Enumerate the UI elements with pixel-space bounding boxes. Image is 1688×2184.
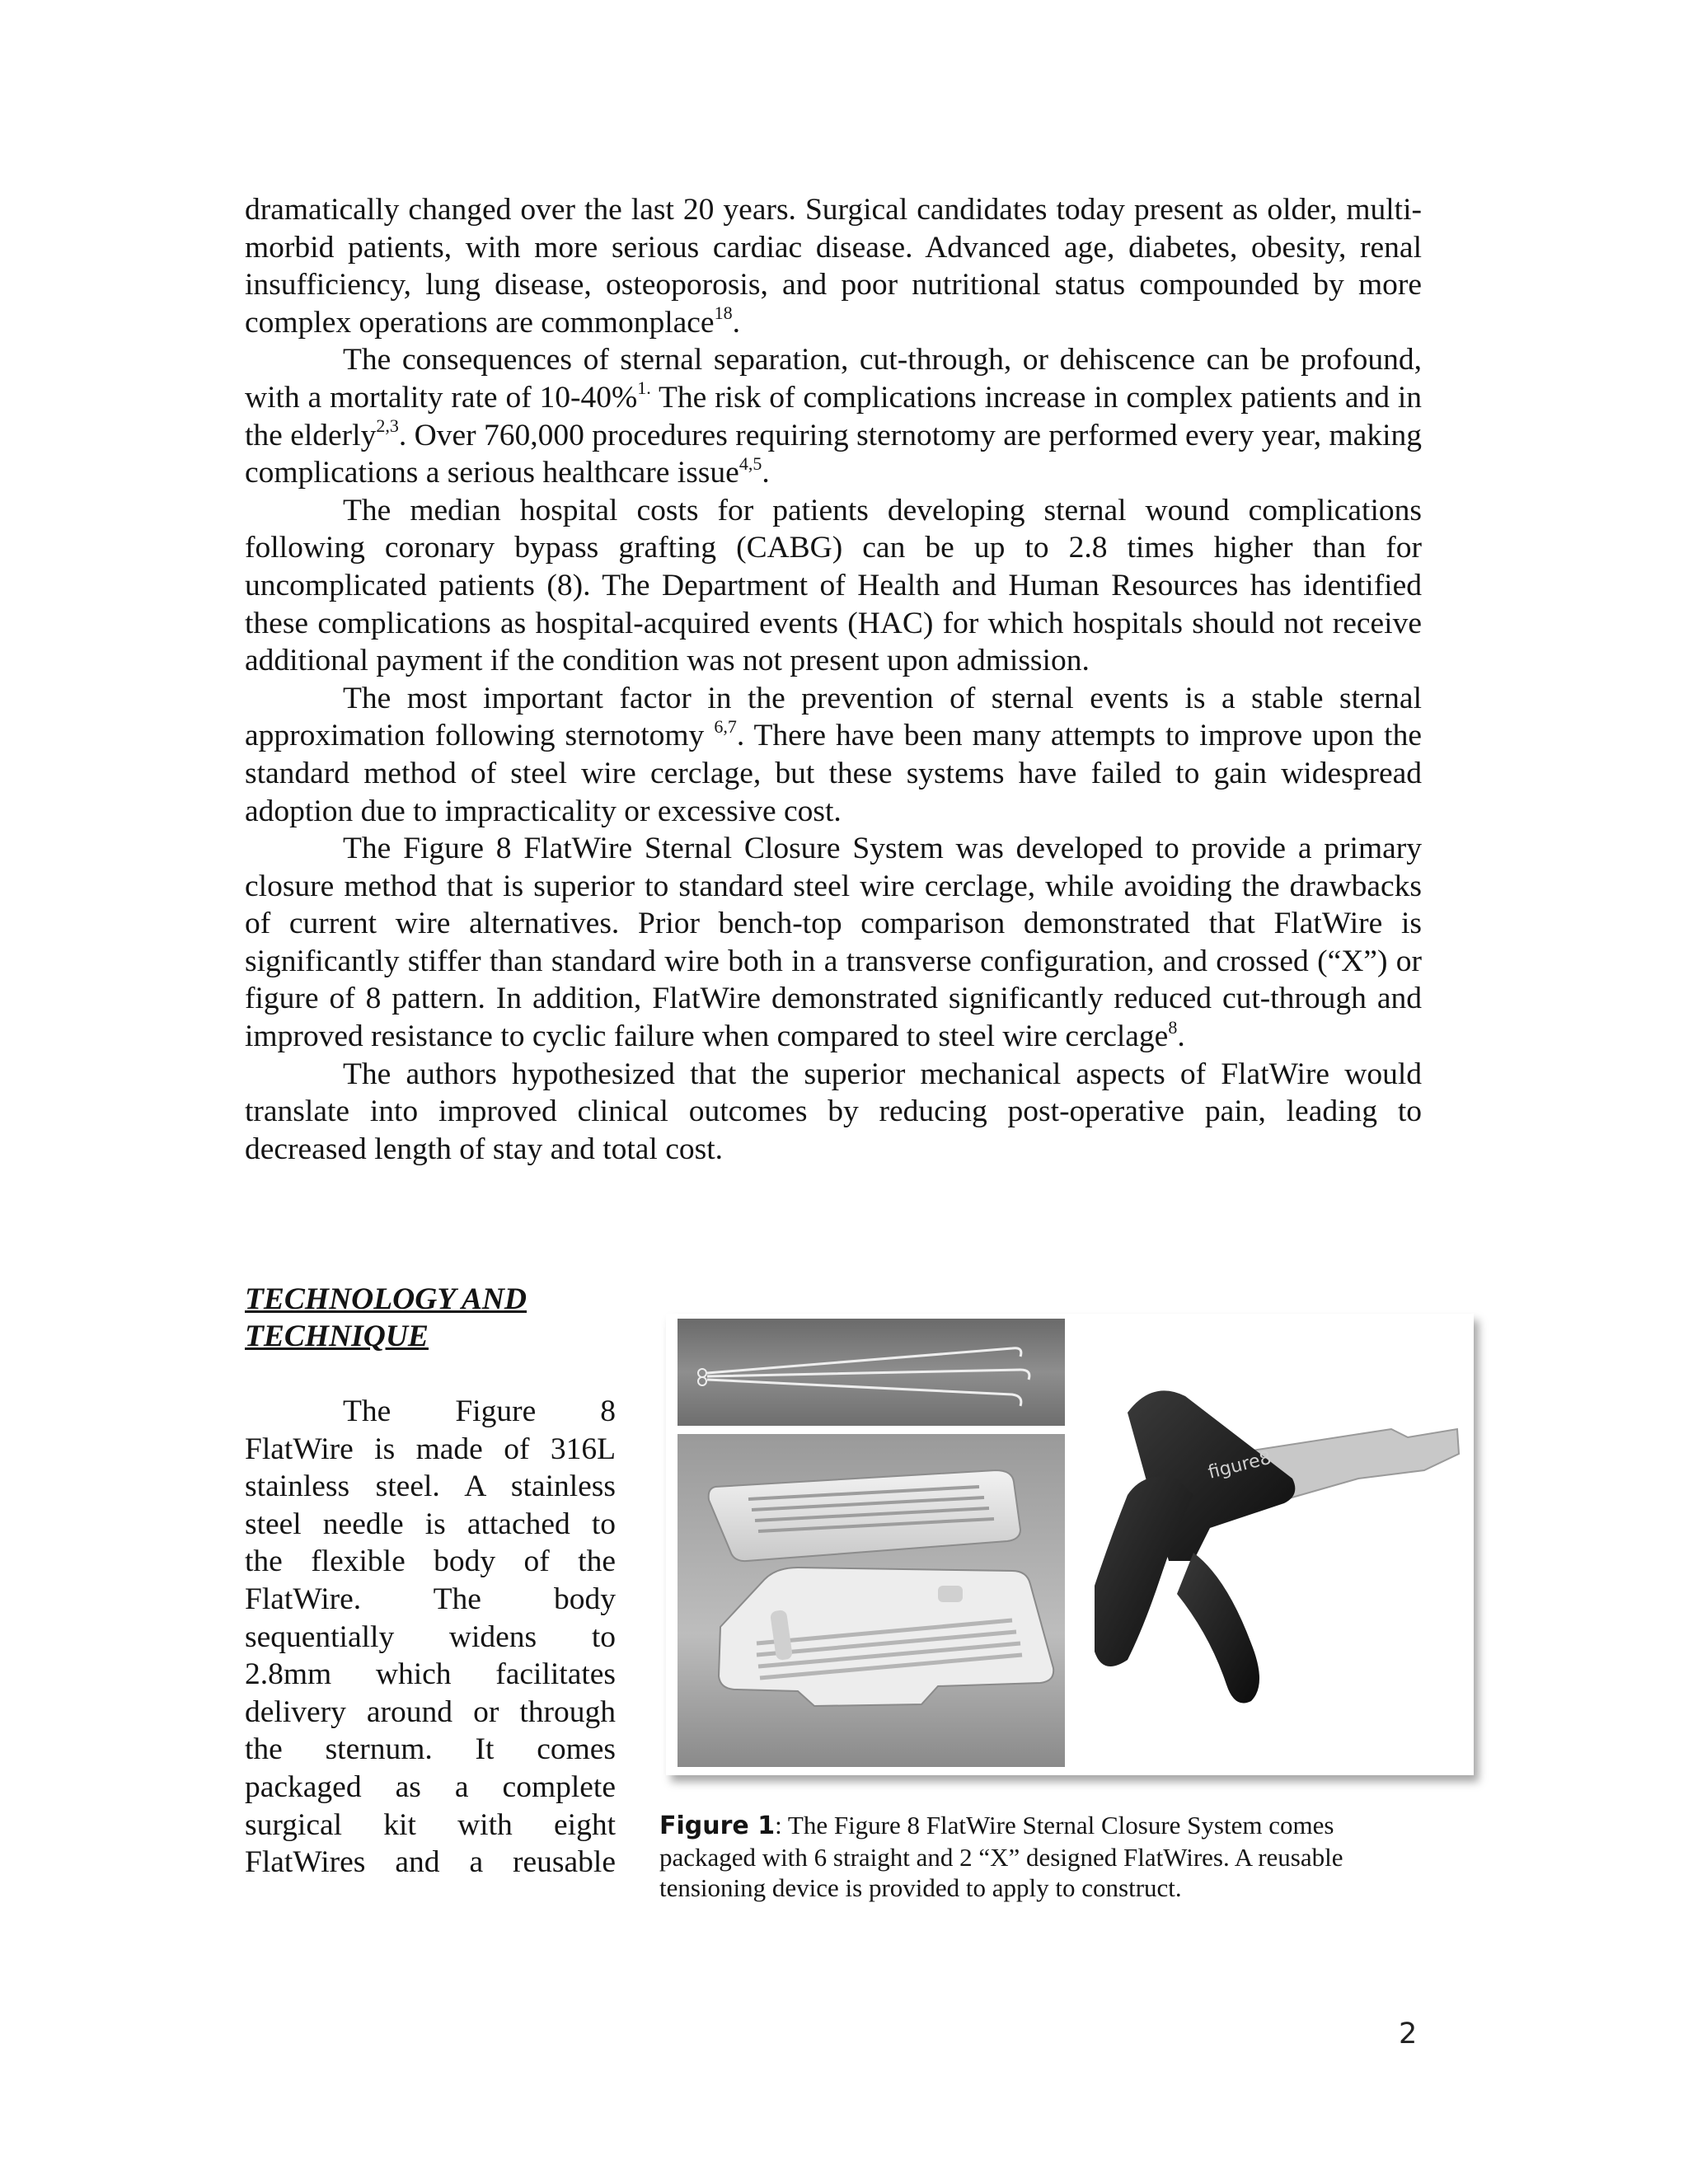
paragraph-5: The Figure 8 FlatWire Sternal Closure System was developed to provide a primary closure method that is superior to standard steel wire cerclage, while avoiding the drawbacks of current wire alternatives. Prior bench-top comparison demonstrated that FlatWire is significantly stiffer than standard wire both in a transverse configuration, and crossed (“X”) or figure of 8 pattern. In addition, FlatWire demonstrated significantly reduced cut-through and improved resistance to cyclic failure when compared to steel wire cerclage$^8$.	[245, 832, 1422, 1054]
paragraph-1: dramatically changed over the last 20 years. Surgical candidates today present as older, multi-morbid patients, with more serious cardiac disease. Advanced age, diabetes, obesity, renal insufficiency, lung disease, osteoporosis, and poor nutritional status compounded by more complex operations are commonplace$^{18}$.	[245, 193, 1422, 340]
technique-column-text	[245, 1393, 616, 1882]
section-heading: TECHNOLOGY AND TECHNIQUE	[245, 1282, 528, 1353]
column-line: steel needle is attached to	[245, 1507, 616, 1541]
figure-1-caption: Figure 1: The Figure 8 FlatWire Sternal Closure System comes packaged with 6 straight and 2 “X” designed FlatWires. A reusable tensioning device is provided to apply to construct.	[659, 1811, 1343, 1902]
figure-1	[666, 1314, 1474, 1775]
body-text	[245, 191, 1422, 1168]
device-brand-label: figure8	[1206, 1447, 1273, 1483]
column-line: packaged as a complete	[245, 1769, 616, 1804]
column-line: FlatWire. The body	[245, 1582, 616, 1616]
column-line: The Figure 8	[343, 1394, 616, 1428]
figure-1-illustration	[666, 1314, 1474, 1775]
surgical-kit-photo	[678, 1434, 1065, 1767]
flatwire-photo	[678, 1319, 1065, 1426]
column-line: sequentially widens to	[245, 1619, 616, 1654]
column-line: stainless steel. A stainless	[245, 1469, 616, 1504]
paragraph-3: The median hospital costs for patients developing sternal wound complications following coronary bypass grafting (CABG) can be up to 2.8 times higher than for uncomplicated patients (8). The Department of Health and Human Resources has identified these complications as hospital-acquired events (HAC) for which hospitals should not receive additional payment if the condition was not present upon admission.	[245, 493, 1422, 678]
paragraph-4: The most important factor in the prevention of sternal events is a stable sternal approximation following sternotomy $^{6,7}$. There have been many attempts to improve upon the standard method of steel wire cerclage, but these systems have failed to gain widespread adoption due to impracticality or excessive cost.	[245, 681, 1422, 828]
column-line: surgical kit with eight	[245, 1807, 616, 1842]
column-line: FlatWire is made of 316L	[245, 1432, 616, 1466]
column-line: delivery around or through	[245, 1694, 616, 1729]
column-line: FlatWires and a reusable	[245, 1845, 616, 1880]
paragraph-2: The consequences of sternal separation, cut-through, or dehiscence can be profound, with a mortality rate of 10-40%$^{1.}$ The risk of complications increase in complex patients and in the elderly$^{2,3}$. Over 760,000 procedures requiring sternotomy are performed every year, making complications a serious healthcare issue$^{4,5}$.	[245, 343, 1422, 490]
page-number: 2	[1399, 2018, 1418, 2050]
column-line: the flexible body of the	[245, 1544, 616, 1579]
column-line: 2.8mm which facilitates	[245, 1657, 616, 1692]
column-line: the sternum. It comes	[245, 1732, 616, 1767]
tensioning-device-photo	[1095, 1390, 1459, 1703]
paragraph-6: The authors hypothesized that the superior mechanical aspects of FlatWire would translate into improved clinical outcomes by reducing post-operative pain, leading to decreased length of stay and total cost.	[245, 1057, 1422, 1166]
